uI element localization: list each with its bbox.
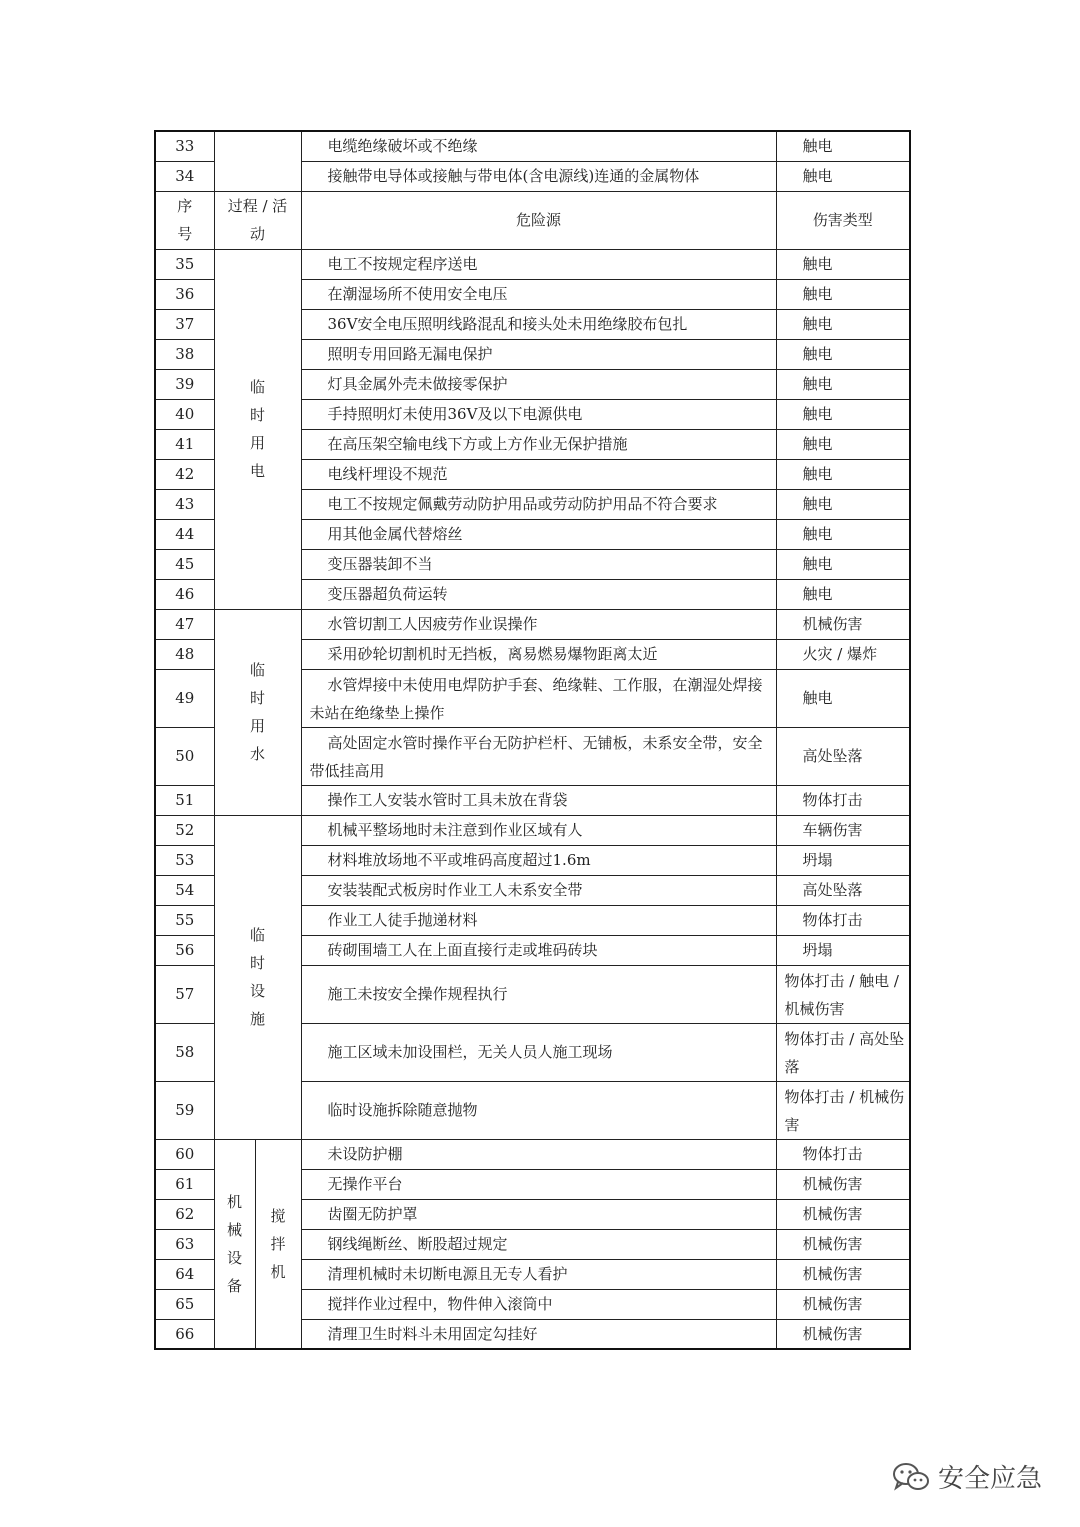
harm-cell: 高处坠落 xyxy=(776,875,910,905)
harm-cell: 触电 xyxy=(776,549,910,579)
hazard-cell: 砖砌围墙工人在上面直接行走或堆码砖块 xyxy=(301,935,776,965)
row-number: 41 xyxy=(155,429,214,459)
hazard-cell: 齿圈无防护罩 xyxy=(301,1199,776,1229)
harm-cell: 触电 xyxy=(776,459,910,489)
hazard-cell: 灯具金属外壳未做接零保护 xyxy=(301,369,776,399)
table-row xyxy=(155,1139,910,1169)
harm-cell: 火灾 / 爆炸 xyxy=(776,639,910,669)
hazard-cell: 变压器超负荷运转 xyxy=(301,579,776,609)
harm-cell: 机械伤害 xyxy=(776,1289,910,1319)
hazard-cell: 钢线绳断丝、断股超过规定 xyxy=(301,1229,776,1259)
row-number: 39 xyxy=(155,369,214,399)
row-number: 53 xyxy=(155,845,214,875)
hazard-cell: 高处固定水管时操作平台无防护栏杆、无铺板，未系安全带，安全带低挂高用 xyxy=(301,727,776,785)
harm-cell: 触电 xyxy=(776,309,910,339)
hazard-cell: 水管切割工人因疲劳作业误操作 xyxy=(301,609,776,639)
row-number: 34 xyxy=(155,161,214,191)
row-number: 47 xyxy=(155,609,214,639)
hazard-cell: 在潮湿场所不使用安全电压 xyxy=(301,279,776,309)
harm-cell: 物体打击 xyxy=(776,905,910,935)
harm-cell: 机械伤害 xyxy=(776,609,910,639)
harm-cell: 物体打击 / 机械伤害 xyxy=(776,1081,910,1139)
row-number: 64 xyxy=(155,1259,214,1289)
table-row xyxy=(155,609,910,639)
harm-cell: 物体打击 xyxy=(776,785,910,815)
hazard-cell: 用其他金属代替熔丝 xyxy=(301,519,776,549)
header-row xyxy=(155,191,910,249)
row-number: 42 xyxy=(155,459,214,489)
hazard-cell: 无操作平台 xyxy=(301,1169,776,1199)
harm-cell: 触电 xyxy=(776,249,910,279)
harm-cell: 机械伤害 xyxy=(776,1259,910,1289)
process-cell xyxy=(214,131,301,191)
header-harm: 伤害类型 xyxy=(776,191,910,249)
hazard-table xyxy=(154,130,911,1350)
row-number: 51 xyxy=(155,785,214,815)
group-temp_water: 临 时 用 水 xyxy=(214,609,301,815)
harm-cell: 物体打击 / 触电 / 机械伤害 xyxy=(776,965,910,1023)
harm-cell: 机械伤害 xyxy=(776,1169,910,1199)
row-number: 49 xyxy=(155,669,214,727)
row-number: 35 xyxy=(155,249,214,279)
row-number: 59 xyxy=(155,1081,214,1139)
hazard-cell: 电缆绝缘破坏或不绝缘 xyxy=(301,131,776,161)
hazard-cell: 照明专用回路无漏电保护 xyxy=(301,339,776,369)
watermark xyxy=(892,1458,1042,1495)
row-number: 50 xyxy=(155,727,214,785)
harm-cell: 坍塌 xyxy=(776,845,910,875)
hazard-cell: 电工不按规定程序送电 xyxy=(301,249,776,279)
hazard-cell: 施工区域未加设围栏，无关人员人施工现场 xyxy=(301,1023,776,1081)
hazard-cell: 电工不按规定佩戴劳动防护用品或劳动防护用品不符合要求 xyxy=(301,489,776,519)
hazard-cell: 施工未按安全操作规程执行 xyxy=(301,965,776,1023)
hazard-cell: 临时设施拆除随意抛物 xyxy=(301,1081,776,1139)
header-hazard: 危险源 xyxy=(301,191,776,249)
hazard-cell: 电线杆埋设不规范 xyxy=(301,459,776,489)
row-number: 56 xyxy=(155,935,214,965)
hazard-cell: 采用砂轮切割机时无挡板，离易燃易爆物距离太近 xyxy=(301,639,776,669)
row-number: 60 xyxy=(155,1139,214,1169)
hazard-cell: 作业工人徒手抛递材料 xyxy=(301,905,776,935)
harm-cell: 触电 xyxy=(776,369,910,399)
row-number: 43 xyxy=(155,489,214,519)
row-number: 45 xyxy=(155,549,214,579)
harm-cell: 物体打击 / 高处坠落 xyxy=(776,1023,910,1081)
harm-cell: 触电 xyxy=(776,339,910,369)
hazard-cell: 36V安全电压照明线路混乱和接头处未用绝缘胶布包扎 xyxy=(301,309,776,339)
hazard-cell: 清理机械时未切断电源且无专人看护 xyxy=(301,1259,776,1289)
hazard-cell: 搅拌作业过程中，物件伸入滚筒中 xyxy=(301,1289,776,1319)
harm-cell: 车辆伤害 xyxy=(776,815,910,845)
hazard-cell: 手持照明灯未使用36V及以下电源供电 xyxy=(301,399,776,429)
row-number: 57 xyxy=(155,965,214,1023)
harm-cell: 触电 xyxy=(776,399,910,429)
wechat-icon xyxy=(892,1461,930,1493)
row-number: 58 xyxy=(155,1023,214,1081)
table-row xyxy=(155,131,910,161)
row-number: 66 xyxy=(155,1319,214,1349)
group-temp_facility: 临 时 设 施 xyxy=(214,815,301,1139)
table-row xyxy=(155,249,910,279)
watermark-text: 安全应急 xyxy=(938,1464,1043,1494)
harm-cell: 机械伤害 xyxy=(776,1319,910,1349)
hazard-cell: 安装装配式板房时作业工人未系安全带 xyxy=(301,875,776,905)
group-temp_power: 临 时 用 电 xyxy=(214,249,301,609)
header-no: 序号 xyxy=(155,191,214,249)
hazard-cell: 在高压架空输电线下方或上方作业无保护措施 xyxy=(301,429,776,459)
row-number: 63 xyxy=(155,1229,214,1259)
harm-cell: 触电 xyxy=(776,519,910,549)
hazard-cell: 清理卫生时料斗未用固定勾挂好 xyxy=(301,1319,776,1349)
hazard-cell: 水管焊接中未使用电焊防护手套、绝缘鞋、工作服，在潮湿处焊接未站在绝缘垫上操作 xyxy=(301,669,776,727)
row-number: 44 xyxy=(155,519,214,549)
row-number: 62 xyxy=(155,1199,214,1229)
row-number: 38 xyxy=(155,339,214,369)
row-number: 33 xyxy=(155,131,214,161)
row-number: 48 xyxy=(155,639,214,669)
harm-cell: 触电 xyxy=(776,579,910,609)
harm-cell: 触电 xyxy=(776,131,910,161)
header-process: 过程 / 活动 xyxy=(214,191,301,249)
hazard-cell: 接触带电导体或接触与带电体(含电源线)连通的金属物体 xyxy=(301,161,776,191)
row-number: 40 xyxy=(155,399,214,429)
row-number: 36 xyxy=(155,279,214,309)
harm-cell: 触电 xyxy=(776,429,910,459)
table-row xyxy=(155,815,910,845)
group-mixer: 搅 拌 机 xyxy=(255,1139,301,1349)
harm-cell: 触电 xyxy=(776,161,910,191)
row-number: 61 xyxy=(155,1169,214,1199)
harm-cell: 触电 xyxy=(776,279,910,309)
row-number: 65 xyxy=(155,1289,214,1319)
hazard-cell: 材料堆放场地不平或堆码高度超过1.6m xyxy=(301,845,776,875)
harm-cell: 高处坠落 xyxy=(776,727,910,785)
harm-cell: 触电 xyxy=(776,669,910,727)
hazard-cell: 未设防护棚 xyxy=(301,1139,776,1169)
hazard-cell: 机械平整场地时未注意到作业区域有人 xyxy=(301,815,776,845)
row-number: 46 xyxy=(155,579,214,609)
group-machinery: 机 械 设 备 xyxy=(214,1139,255,1349)
hazard-cell: 操作工人安装水管时工具未放在背袋 xyxy=(301,785,776,815)
row-number: 37 xyxy=(155,309,214,339)
harm-cell: 机械伤害 xyxy=(776,1229,910,1259)
hazard-cell: 变压器装卸不当 xyxy=(301,549,776,579)
row-number: 54 xyxy=(155,875,214,905)
row-number: 55 xyxy=(155,905,214,935)
row-number: 52 xyxy=(155,815,214,845)
harm-cell: 触电 xyxy=(776,489,910,519)
harm-cell: 物体打击 xyxy=(776,1139,910,1169)
harm-cell: 坍塌 xyxy=(776,935,910,965)
harm-cell: 机械伤害 xyxy=(776,1199,910,1229)
